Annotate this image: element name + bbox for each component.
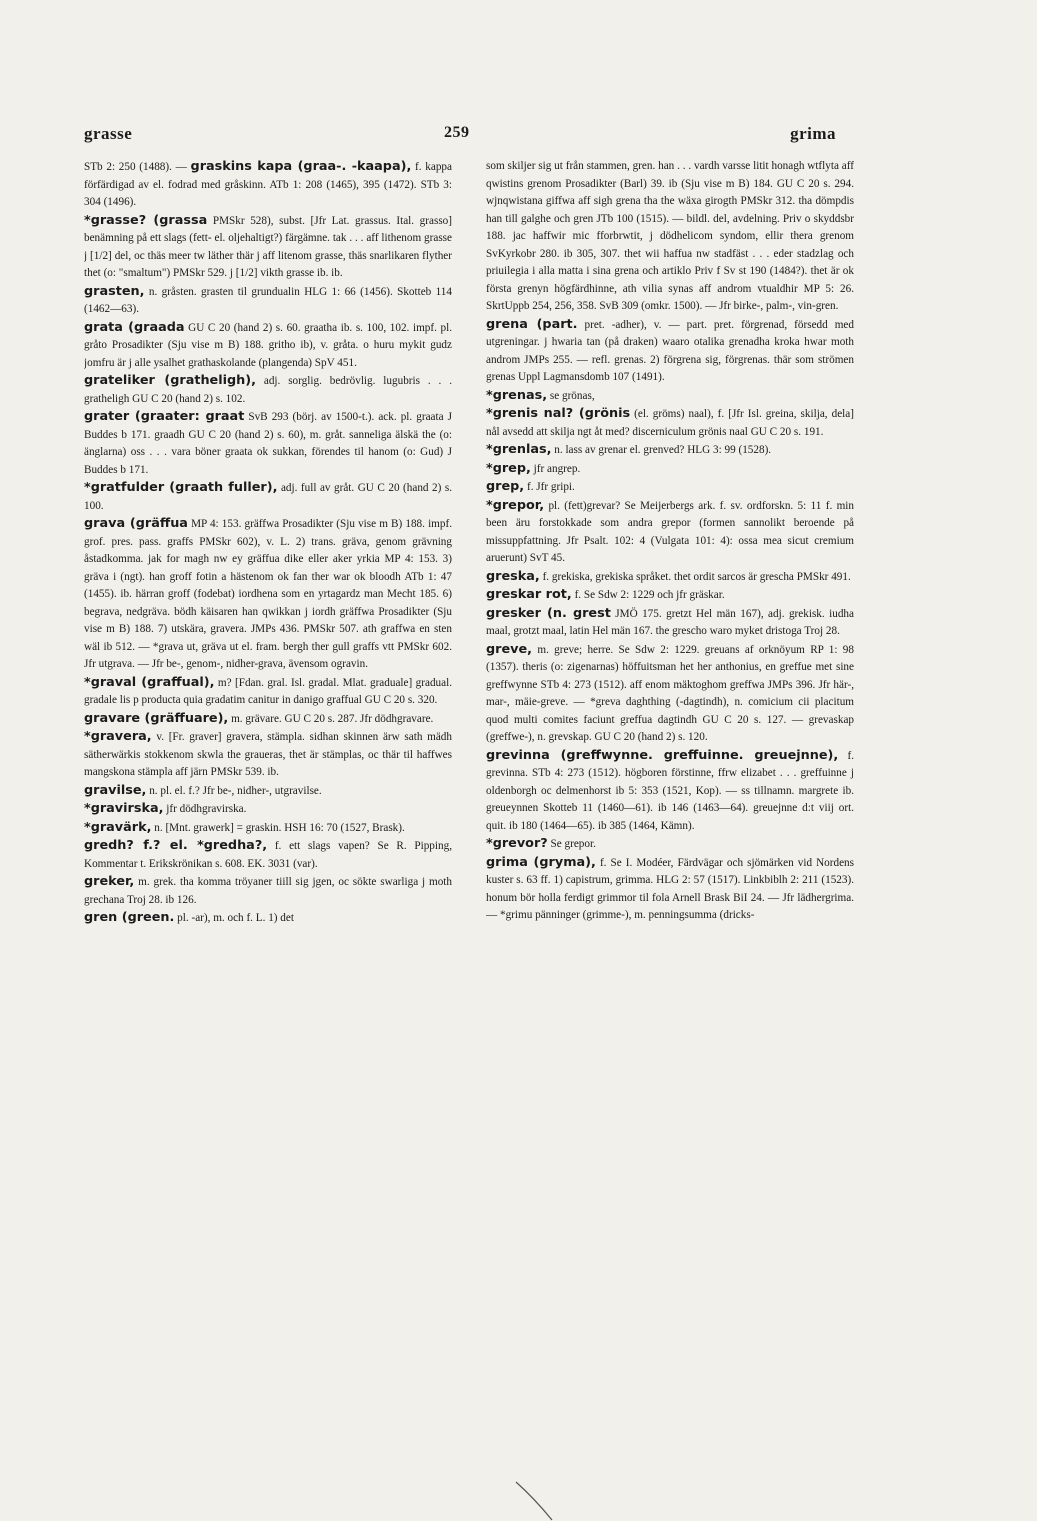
dictionary-columns (84, 158, 854, 1378)
entry-headword: *gravirska, (84, 801, 164, 816)
entry-body: STb 2: 250 (1488). — (84, 161, 191, 173)
dictionary-entry (84, 212, 452, 283)
entry-headword: grasten, (84, 283, 145, 299)
entry-headword: grava (gräffua (84, 516, 188, 531)
entry-body: pret. -adher), v. — part. pret. förgrenad, försedd med utgreningar. j hwaria tan (på draken) waaro otalika grenadha kroka hwar moth androm JMPs 255. — refl. grenas. 2) förgrena sig, förgrenas. thär som strömen grenas Uppl Lagmansdomb 107 (1491). (486, 318, 854, 383)
dictionary-entry (486, 497, 854, 568)
entry-body: GU C 20 (hand 2) s. 60. graatha ib. s. 100, 102. impf. pl. gråto Prosadikter (Sju vise m B) 188. gritho ib), v. gråta. o huru mykit gudz jomfru är j alle ysalhet grathaskolande (plangenda) SpV 451. (84, 321, 452, 369)
entry-headword: *grep, (486, 460, 531, 476)
dictionary-entry (84, 674, 452, 710)
right-column (486, 158, 854, 1378)
dictionary-entry (84, 909, 452, 928)
dictionary-entry (486, 568, 854, 587)
entry-headword: *grenlas, (486, 442, 552, 457)
entry-headword: *grasse? (grassa (84, 212, 208, 228)
entry-headword: gravare (gräffuare), (84, 710, 229, 726)
dictionary-entry (486, 158, 854, 316)
entry-body: MP 4: 153. gräffwa Prosadikter (Sju vise m B) 188. impf. grof. pres. pass. graffs PMSkr 602), v. L. 2) trans. gräva, genom grävning åstadkomma. jak for magh nw ey gräffua dike eller aker yrkia MP 4: 153. 3) gräva i (ngt). han groff fotin a hästenom ok fan ther war ok bloodh ATb 1: 47 (1455). ib. härran groff (fodebat) iordhena som en yrtagardz man Mecht 185. 6) begrava, nedgräva. bödh käisaren han qwikkan j iordh gräffwa Prosadikter (Sju vise m B) 188. 7) utskära, gravera. JMPs 436. PMSkr 507. ath graffwa en sten wäl ib 512. — *grava ut, gräva ut el. fram. bergh ther gull graffs vtt PMSkr 602. Jfr utgrava. — Jfr be-, genom-, nidher-grava, ävensom ogravin. (84, 518, 452, 670)
entry-body: jfr angrep. (530, 462, 581, 475)
dictionary-entry (486, 405, 854, 441)
dictionary-entry (486, 441, 854, 460)
entry-body: JMÖ 175. gretzt Hel män 167), adj. grekisk. iudha maal, grotzt maal, latin Hel män 167. the grescho waro myket dristoga Troj 28. (486, 607, 854, 637)
dictionary-entry (84, 837, 452, 873)
dictionary-entry (84, 873, 452, 909)
entry-body: SvB 293 (börj. av 1500-t.). ack. pl. graata J Buddes b 171. graadh GU C 20 (hand 2) s. 60), m. gråt. sanneliga älskä the (o: änglarna) oss . . . vara böner graata ok sukkan, förendes til hanom (o: Gud) J Buddes b 171. (84, 411, 452, 476)
entry-headword: greskar rot, (486, 587, 572, 602)
entry-body: f. ett slags vapen? Se R. Pipping, Kommentar t. Erikskrönikan s. 608. EK. 3031 (var). (84, 840, 452, 870)
dictionary-entry (84, 515, 452, 674)
entry-headword: *graval (graffual), (84, 674, 215, 690)
entry-body: se grönas, (547, 389, 595, 402)
dictionary-entry (84, 372, 452, 408)
entry-body: n. pl. el. f.? Jfr be-, nidher-, utgravilse. (146, 784, 322, 797)
dictionary-entry (84, 479, 452, 515)
entry-body: n. lass av grenar el. grenved? HLG 3: 99 (1528). (551, 444, 772, 456)
entry-body: adj. full av gråt. GU C 20 (hand 2) s. 100. (84, 482, 452, 512)
page-number: 259 (444, 124, 470, 141)
entry-headword: grevinna (greffwynne. greffuinne. greuejnne), (486, 747, 839, 763)
scratch-mark (514, 1480, 574, 1521)
entry-headword: grena (part. (486, 316, 578, 332)
dictionary-entry (84, 710, 452, 729)
entry-body-continued: f. kappa förfärdigad av el. fodrad med gråskinn. ATb 1: 208 (1465), 395 (1472). STb 3: 304 (1496). (84, 161, 452, 208)
dictionary-entry (486, 835, 854, 854)
entry-body: som skiljer sig ut från stammen, gren. han . . . vardh varsse litit honagh wtflyta aff qwistins grenom Prosadikter (Barl) 39. ib (Sju vise m B) 184. GU C 20 s. 294. wjnqwistana giffwa aff sigh grena tha the wäxa girogth PMSkr 312. tha dömpdis han till galghe och gren JTb 100 (1515). — bildl. del, avdelning. Priv o skyddsbr 188. jac haffwir mic fforbrwtit, j dödhelicom syndom, ellir thera grenom SvKyrkobr 280. ib 305, 307. thet wii haffua nw stadfäst . . . eder stadzlag och priuilegia i alla matta i sina grena och artiklo Priv f Sv st 190 (1484?). thet är ok första grenyn högfärdhinne, ath vilia synas aff androm vtualdhir MP 5: 26. SkrtUppb 254, 256, 358. SvB 309 (omkr. 1500). — Jfr birke-, palm-, vin-gren. (486, 160, 854, 312)
entry-body: m. grek. tha komma tröyaner tiill sig jgen, oc sökte swarliga j moth grechana Troj 28. ib 126. (84, 876, 452, 906)
entry-body: m? [Fdan. gral. Isl. gradal. Mlat. graduale] gradual. gradale lis p producta quia gradatim canitur in danigo graffual GU C 20 s. 320. (84, 676, 452, 706)
dictionary-entry (486, 854, 854, 925)
entry-body: n. [Mnt. grawerk] = graskin. HSH 16: 70 (1527, Brask). (151, 821, 405, 834)
dictionary-entry (84, 800, 452, 819)
dictionary-entry (84, 819, 452, 838)
dictionary-entry (486, 747, 854, 836)
entry-headword: grima (gryma), (486, 854, 596, 870)
dictionary-entry (486, 316, 854, 387)
entry-body: PMSkr 528), subst. [Jfr Lat. grassus. Ital. grasso] benämning på ett slags (fett- el. oljehaltigt?) färgämne. tak . . . aff lithenom grasse j [1/2] del, oc thäs meer tw läther thär j aff litenom grasse, thäs snarlikaren flyther thet (o: "smaltum") PMSkr 529. j [1/2] vikth grasse ib. ib. (84, 214, 452, 279)
dictionary-entry (84, 158, 452, 212)
dictionary-entry (486, 586, 854, 605)
dictionary-entry (486, 387, 854, 406)
entry-headword: gredh? f.? el. *gredha?, (84, 838, 268, 853)
dictionary-entry (486, 605, 854, 641)
entry-headword: *gravärk, (84, 819, 152, 835)
entry-headword: grateliker (gratheligh), (84, 373, 256, 388)
entry-body: f. Jfr gripi. (524, 481, 575, 493)
entry-body: Se grepor. (547, 838, 596, 850)
left-column (84, 158, 452, 1378)
entry-body: v. [Fr. graver] gravera, stämpla. sidhan skinnen ärw sath mädh sätherwärkis stokkenom skwla the graueras, thet är stämplas, oc thär til haffwes mangskona stämpla aff järn PMSkr 539. ib. (84, 731, 452, 778)
entry-body: jfr dödhgravirska. (163, 803, 247, 815)
entry-body: m. grävare. GU C 20 s. 287. Jfr dödhgravare. (228, 712, 434, 725)
entry-headword: grep, (486, 479, 525, 494)
entry-body: (el. gröms) naal), f. [Jfr Isl. greina, skilja, dela] nål avsedd att skilja ngt åt med? discerniculum grönis naal GU C 20 s. 191. (486, 408, 854, 438)
left-guide-word: grasse (84, 124, 133, 143)
entry-body: pl. -ar), m. och f. L. 1) det (174, 912, 294, 924)
entry-body: n. gråsten. grasten til grundualin HLG 1: 66 (1456). Skotteb 114 (1462—63). (84, 285, 452, 315)
dictionary-entry (84, 408, 452, 479)
dictionary-entry (486, 478, 854, 497)
entry-headword: *grevor? (486, 836, 548, 851)
entry-body: pl. (fett)grevar? Se Meijerbergs ark. f. sv. ordforskn. 5: 11 f. min been äru forstokkade som andra grepor (formen sannolikt beroende på missuppfattning. Jfr Psalt. 102: 4 (Vulgata 101: 4): ossa mea sicut cremium aruerunt) SvT 45. (486, 499, 854, 564)
entry-body: f. grekiska, grekiska språket. thet ordit sarcos är grescha PMSkr 491. (539, 570, 851, 583)
page-header (84, 124, 836, 154)
dictionary-entry (486, 641, 854, 747)
entry-headword: grata (graada (84, 319, 185, 335)
dictionary-entry (84, 319, 452, 373)
entry-subheadword: graskins kapa (graa-. -kaapa), (190, 159, 412, 174)
dictionary-entry (84, 782, 452, 801)
entry-headword: gresker (n. grest (486, 605, 611, 621)
entry-headword: *grenas, (486, 387, 548, 403)
entry-headword: greve, (486, 641, 533, 657)
entry-headword: greska, (486, 568, 540, 584)
right-guide-word: grima (790, 124, 836, 143)
entry-body: adj. sorglig. bedrövlig. lugubris . . . gratheligh GU C 20 (hand 2) s. 102. (84, 375, 452, 405)
entry-body: f. Se I. Modéer, Färdvägar och sjömärken vid Nordens kuster s. 63 ff. 1) capistrum, grimma. HLG 2: 57 (1517). Linkbiblh 2: 211 (1523). honum bör holla ferdigt grimmor til fola Arnell Brask BiI 24. — Jfr lädhergrima. — *grimu pänninger (grimme-), m. penningsumma (dricks- (486, 856, 854, 921)
entry-headword: *gravera, (84, 729, 152, 744)
entry-body: f. Se Sdw 2: 1229 och jfr gräskar. (571, 589, 725, 601)
entry-body: f. grevinna. STb 4: 273 (1512). högboren förstinne, ffrw elizabet . . . greffuinne j oldenborgh oc delmenhorst ib 5: 353 (1521, Kop). — ss tillnamn. margrete ib. greueynnen Skotteb 11 (1460—61). ib 146 (1463—64). greuejnne d:t viij ort. quit. ib 180 (1464—65). ib 385 (1464, Kämn). (486, 749, 854, 832)
entry-headword: greker, (84, 874, 135, 889)
entry-headword: *grenis nal? (grönis (486, 406, 631, 421)
entry-body: m. greve; herre. Se Sdw 2: 1229. greuans af orknöyum RP 1: 98 (1357). theris (o: zigenarnas) höffuitsman het her anthonius, en greffue met sine greffwynne STb 4: 273 (1512). aff enom mäktoghom greffwa JMPs 396. Jfr här-, mar-, mäie-greve. — *greva daghthing (-dagtindh), (486, 643, 854, 708)
entry-headword: *grepor, (486, 497, 545, 513)
entry-headword: gravilse, (84, 782, 147, 798)
entry-body-continued: n. comicium cii placitum quod multi comites faciunt greffua dagtindh GU C 20 s. 127. — grevaskap (greffwe-), n. grevskap. GU C 20 (hand 2) s. 120. (486, 696, 854, 743)
dictionary-entry (84, 728, 452, 782)
entry-headword: grater (graater: graat (84, 409, 245, 424)
entry-headword: gren (green. (84, 910, 175, 925)
entry-headword: *gratfulder (graath fuller), (84, 480, 278, 495)
dictionary-entry (84, 283, 452, 319)
dictionary-entry (486, 460, 854, 479)
